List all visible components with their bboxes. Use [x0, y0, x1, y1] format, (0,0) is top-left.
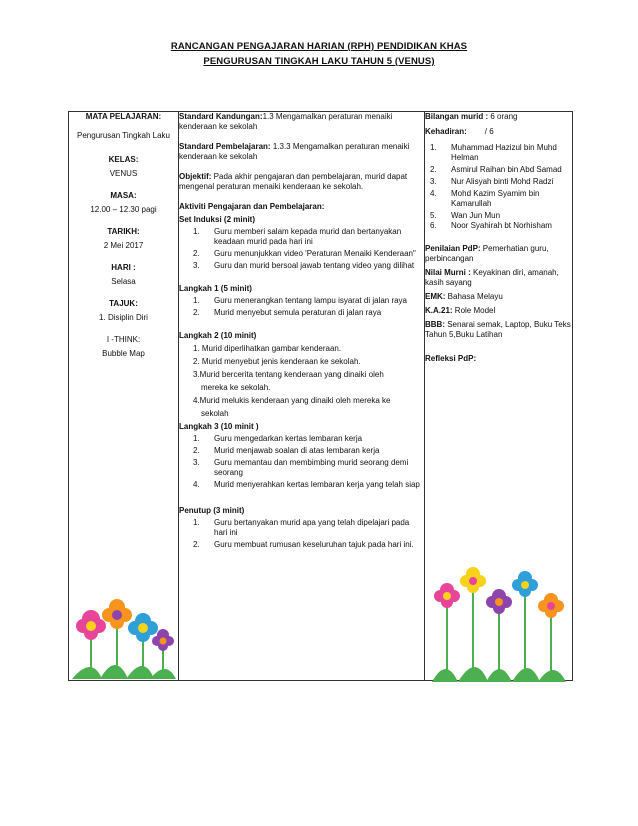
list-item: 1. Guru menerangkan tentang lampu isyarat di jalan raya [193, 296, 407, 305]
list-item: 5. Wan Jun Mun [430, 211, 501, 220]
ithink-value: Bubble Map [102, 349, 145, 358]
list-item: 2. Murid menyebut semula peraturan di jalan raya [193, 308, 382, 317]
flower-icon [102, 599, 132, 629]
list-item: 3. Guru dan murid bersoal jawab tentang video yang dilihat [193, 261, 415, 270]
set-induksi-heading: Set Induksi (2 minit) [179, 215, 256, 224]
list-item: 3.Murid bercerita tentang kenderaan yang dinaiki oleh [193, 370, 384, 379]
flower-icon [434, 583, 460, 608]
time-label: MASA: [110, 191, 137, 200]
flower-icon [486, 589, 512, 614]
kehadiran: Kehadiran: / 6 [425, 127, 494, 136]
lesson-column [179, 112, 425, 681]
langkah2-heading: Langkah 2 (10 minit) [179, 331, 257, 340]
langkah1-list [179, 296, 424, 318]
flower-icon [76, 610, 106, 640]
refleksi-pdp: Refleksi PdP: [425, 354, 477, 363]
flower-icon [538, 593, 564, 618]
langkah1-heading: Langkah 1 (5 minit) [179, 284, 252, 293]
student-list [425, 143, 572, 231]
langkah3-list [179, 434, 424, 490]
date-value: 2 Mei 2017 [103, 241, 144, 250]
date-label: TARIKH: [107, 227, 140, 236]
standard-pembelajaran: Standard Pembelajaran: 1.3.3 Mengamalkan peraturan menaiki kenderaan ke sekolah [179, 142, 410, 161]
flowers-left-illustration [72, 593, 176, 679]
list-item: 1. Muhammad Hazizul bin Muhd Helman [430, 143, 557, 162]
list-item: 1. Murid diperlihatkan gambar kenderaan. [193, 344, 342, 353]
flower-icon [512, 571, 538, 597]
penilaian-pdp: Penilaian PdP: Pemerhatian guru, perbincangan [425, 244, 549, 263]
subject-label: MATA PELAJARAN: [85, 112, 162, 121]
list-item: 2. Murid menjawab soalan di atas lembaran kerja [193, 446, 380, 455]
list-item: 3. Guru memantau dan membimbing murid seorang demi seorang [193, 458, 409, 477]
set-induksi-list [179, 227, 424, 271]
list-item: sekolah [201, 409, 229, 418]
aktiviti-heading: Aktiviti Pengajaran dan Pembelajaran: [179, 202, 325, 211]
document-subtitle: PENGURUSAN TINGKAH LAKU TAHUN 5 (VENUS) [203, 56, 435, 67]
list-item: 4. Murid menyerahkan kertas lembaran kerja yang telah siap [193, 480, 420, 489]
objektif: Objektif: Pada akhir pengajaran dan pembelajaran, murid dapat mengenal peraturan menaiki kenderaan ke sekolah. [179, 172, 408, 191]
list-item: 1. Guru bertanyakan murid apa yang telah dipelajari pada hari ini [193, 518, 410, 537]
list-item: 3. Nur Alisyah binti Mohd Radzi [430, 177, 554, 186]
langkah2-list [179, 344, 424, 419]
list-item: 2. Asmirul Raihan bin Abd Samad [430, 165, 562, 174]
list-item: 4. Mohd Kazim Syamim bin Kamarullah [430, 189, 540, 208]
emk: EMK: Bahasa Melayu [425, 292, 503, 301]
flowers-right-illustration [432, 560, 566, 682]
list-item: 2. Guru membuat rumusan keseluruhan tajuk pada hari ini. [193, 540, 414, 549]
standard-kandungan: Standard Kandungan:1.3 Mengamalkan peraturan menaiki kenderaan ke sekolah [179, 112, 393, 131]
nilai-murni: Nilai Murni : Keyakinan diri, amanah, kasih sayang [425, 268, 559, 287]
ithink-label: I -THINK: [106, 335, 141, 344]
document-title: RANCANGAN PENGAJARAN HARIAN (RPH) PENDIDIKAN KHAS [170, 41, 468, 52]
list-item: 2. Guru menunjukkan video 'Peraturan Menaiki Kenderaan" [193, 249, 416, 258]
list-item: 6. Noor Syahirah bt Norhisham [430, 221, 552, 230]
list-item: 4.Murid melukis kenderaan yang dinaiki oleh mereka ke [193, 396, 391, 405]
list-item: 2. Murid menyebut jenis kenderaan ke sekolah. [193, 357, 361, 366]
bbb: BBB: Senarai semak, Laptop, Buku Teks Tahun 5,Buku Latihan [425, 320, 571, 339]
list-item: 1. Guru memberi salam kepada murid dan bertanyakan keadaan murid pada hari ini [193, 227, 402, 246]
topic-label: TAJUK: [109, 299, 138, 308]
penutup-heading: Penutup (3 minit) [179, 506, 245, 515]
list-item: mereka ke sekolah. [201, 383, 271, 392]
day-label: HARI : [111, 263, 136, 272]
topic-value: 1. Disiplin Diri [99, 313, 148, 322]
time-value: 12.00 – 12.30 pagi [90, 205, 157, 214]
subject-value: Pengurusan Tingkah Laku [77, 131, 170, 140]
penutup-list [179, 518, 424, 550]
bilangan-murid: Bilangan murid : 6 orang [425, 112, 518, 121]
ka21: K.A.21: Role Model [425, 306, 496, 315]
flower-icon [460, 567, 486, 593]
langkah3-heading: Langkah 3 (10 minit ) [179, 422, 259, 431]
class-label: KELAS: [108, 155, 139, 164]
list-item: 1. Guru mengedarkan kertas lembaran kerja [193, 434, 363, 443]
day-value: Selasa [111, 277, 136, 286]
class-value: VENUS [109, 169, 138, 178]
